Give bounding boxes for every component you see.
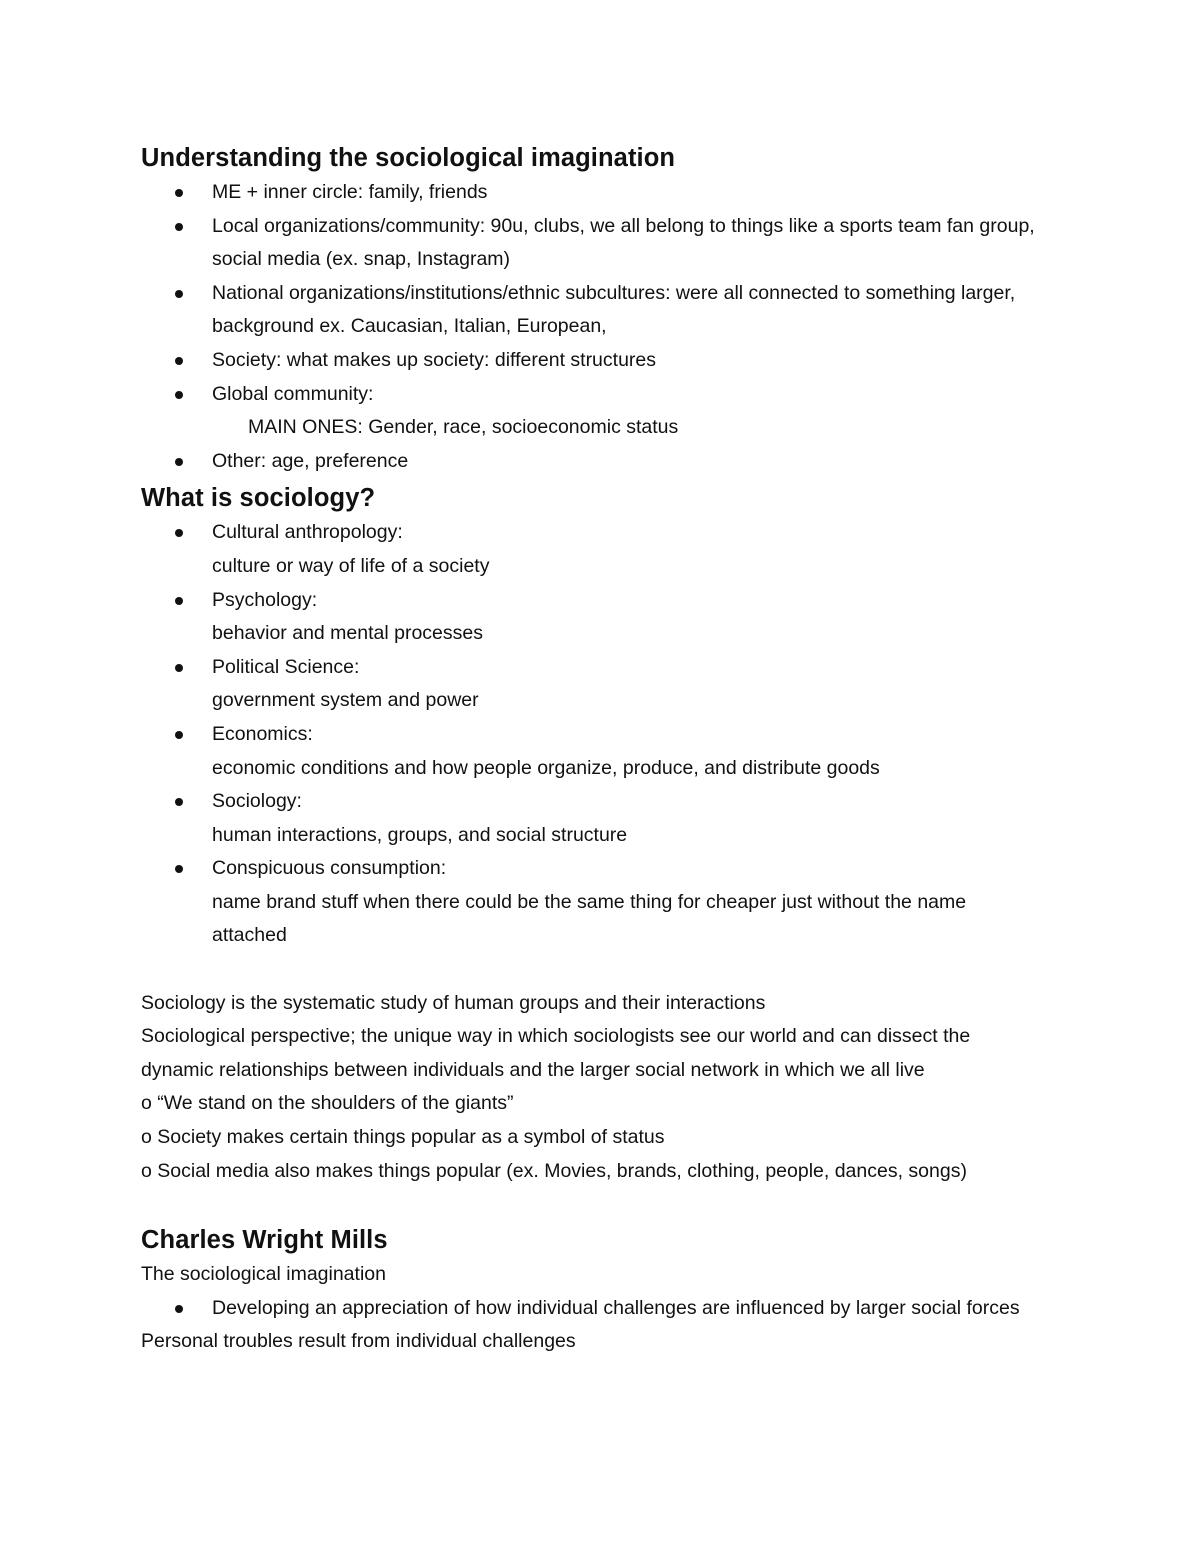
bullet-icon xyxy=(175,1305,183,1313)
list-item: Developing an appreciation of how individual challenges are influenced by larger social forces xyxy=(141,1292,1081,1326)
list-item: Global community: MAIN ONES: Gender, race, socioeconomic status xyxy=(141,378,1081,445)
document-page xyxy=(141,140,1081,1359)
section-heading-sociological-imagination: Understanding the sociological imagination xyxy=(141,144,676,172)
list-item: Other: age, preference xyxy=(141,445,1081,479)
list-item: Local organizations/community: 90u, clubs, we all belong to things like a sports team fan group, social media (ex. snap, Instagram) xyxy=(141,210,1081,277)
bullet-icon xyxy=(175,189,183,197)
paragraph: o “We stand on the shoulders of the giants” xyxy=(141,1092,514,1115)
bullet-icon xyxy=(175,458,183,466)
bullet-icon xyxy=(175,391,183,399)
list-item: Political Science: government system and power xyxy=(141,651,1081,718)
bullet-icon xyxy=(175,529,183,537)
list-item: Sociology: human interactions, groups, and social structure xyxy=(141,785,1081,852)
spacer xyxy=(141,953,1081,987)
inner-circle-list xyxy=(141,176,1081,478)
mills-list xyxy=(141,1292,1081,1326)
bullet-icon xyxy=(175,865,183,873)
list-item: Economics: economic conditions and how people organize, produce, and distribute goods xyxy=(141,718,1081,785)
paragraph: dynamic relationships between individuals and the larger social network in which we all live xyxy=(141,1058,925,1081)
paragraph: The sociological imagination xyxy=(141,1263,386,1286)
bullet-icon xyxy=(175,664,183,672)
list-item: Conspicuous consumption: name brand stuff when there could be the same thing for cheaper just without the name attached xyxy=(141,852,1081,953)
bullet-icon xyxy=(175,290,183,298)
bullet-icon xyxy=(175,731,183,739)
section-heading-charles-wright-mills: Charles Wright Mills xyxy=(141,1226,388,1255)
sub-note: MAIN ONES: Gender, race, socioeconomic status xyxy=(248,416,679,439)
paragraph: o Social media also makes things popular (ex. Movies, brands, clothing, people, dances, songs) xyxy=(141,1159,967,1182)
list-item: Cultural anthropology: culture or way of life of a society xyxy=(141,516,1081,583)
section-heading-what-is-sociology: What is sociology? xyxy=(141,484,376,513)
list-item: ME + inner circle: family, friends xyxy=(141,176,1081,210)
bullet-icon xyxy=(175,798,183,806)
bullet-icon xyxy=(175,223,183,231)
paragraph: Personal troubles result from individual challenges xyxy=(141,1330,576,1353)
bullet-icon xyxy=(175,357,183,365)
disciplines-list xyxy=(141,516,1081,953)
list-item: Psychology: behavior and mental processes xyxy=(141,584,1081,651)
bullet-icon xyxy=(175,597,183,605)
paragraph: Sociological perspective; the unique way in which sociologists see our world and can dissect the xyxy=(141,1025,971,1048)
paragraph: Sociology is the systematic study of human groups and their interactions xyxy=(141,991,766,1014)
list-item: National organizations/institutions/ethnic subcultures: were all connected to something larger, background ex. Caucasian, Italian, European, xyxy=(141,277,1081,344)
list-item: Society: what makes up society: different structures xyxy=(141,344,1081,378)
spacer xyxy=(141,1188,1081,1218)
paragraph: o Society makes certain things popular as a symbol of status xyxy=(141,1126,665,1149)
